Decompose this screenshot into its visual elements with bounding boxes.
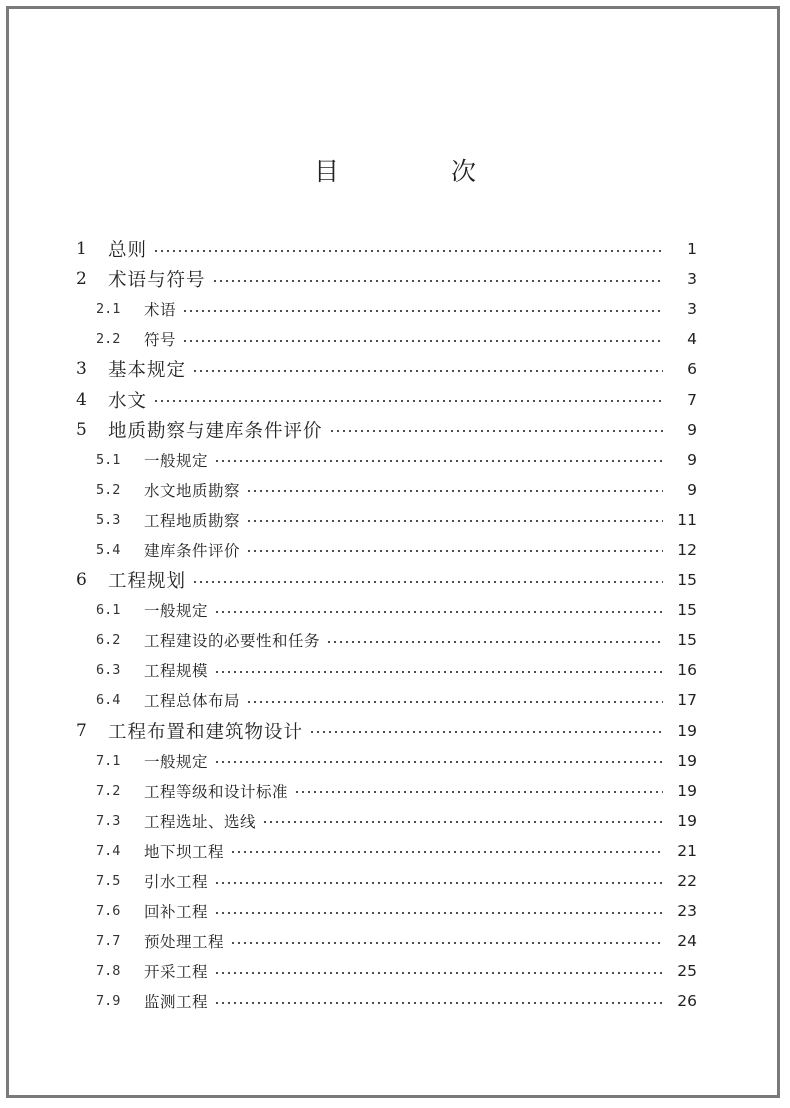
- entry-title: 回补工程: [144, 903, 209, 922]
- dot-leader: [329, 430, 663, 432]
- entry-page-number: 16: [677, 661, 697, 680]
- toc-section-entry[interactable]: [72, 475, 697, 505]
- entry-title: 预处理工程: [144, 933, 225, 952]
- toc-section-entry[interactable]: [72, 445, 697, 475]
- entry-page-number: 22: [677, 872, 697, 891]
- dot-leader: [182, 340, 663, 342]
- entry-title: 总则: [108, 240, 148, 262]
- entry-number: 1: [76, 239, 87, 260]
- entry-page-number: 9: [687, 420, 697, 439]
- toc-section-entry[interactable]: [72, 625, 697, 655]
- entry-page-number: 19: [677, 811, 697, 830]
- entry-page-number: 9: [687, 450, 697, 469]
- toc-chapter-entry[interactable]: [72, 354, 697, 384]
- entry-number: 6.4: [96, 692, 121, 709]
- dot-leader: [192, 370, 663, 372]
- toc-section-entry[interactable]: [72, 956, 697, 986]
- entry-page-number: 7: [687, 390, 697, 409]
- entry-page-number: 3: [687, 270, 697, 289]
- entry-number: 6: [76, 570, 87, 591]
- entry-number: 6.1: [96, 602, 121, 619]
- entry-number: 2.1: [96, 301, 121, 318]
- entry-page-number: 17: [677, 691, 697, 710]
- toc-section-entry[interactable]: [72, 655, 697, 685]
- toc-chapter-entry[interactable]: [72, 565, 697, 595]
- entry-title: 一般规定: [144, 451, 209, 470]
- entry-number: 7.4: [96, 842, 121, 859]
- entry-title: 工程规划: [108, 571, 187, 593]
- entry-number: 5.3: [96, 511, 121, 528]
- dot-leader: [214, 611, 663, 613]
- toc-section-entry[interactable]: [72, 595, 697, 625]
- entry-title: 基本规定: [108, 360, 187, 382]
- toc-section-entry[interactable]: [72, 986, 697, 1016]
- entry-number: 5.4: [96, 541, 121, 558]
- dot-leader: [153, 400, 663, 402]
- dot-leader: [214, 912, 663, 914]
- entry-number: 7.6: [96, 903, 121, 920]
- entry-number: 7: [76, 720, 87, 741]
- dot-leader: [214, 1002, 663, 1004]
- entry-title: 术语与符号: [108, 270, 206, 292]
- entry-title: 工程等级和设计标准: [144, 782, 289, 801]
- toc-section-entry[interactable]: [72, 294, 697, 324]
- toc-section-entry[interactable]: [72, 685, 697, 715]
- entry-title: 工程地质勘察: [144, 511, 241, 530]
- entry-page-number: 6: [687, 360, 697, 379]
- toc-section-entry[interactable]: [72, 324, 697, 354]
- dot-leader: [246, 490, 663, 492]
- entry-title: 水文地质勘察: [144, 481, 241, 500]
- entry-title: 监测工程: [144, 993, 209, 1012]
- dot-leader: [214, 671, 663, 673]
- entry-page-number: 19: [677, 721, 697, 740]
- entry-page-number: 12: [677, 540, 697, 559]
- dot-leader: [153, 250, 663, 252]
- dot-leader: [246, 520, 663, 522]
- toc-chapter-entry[interactable]: [72, 384, 697, 414]
- entry-title: 引水工程: [144, 873, 209, 892]
- toc-section-entry[interactable]: [72, 836, 697, 866]
- entry-title: 地质勘察与建库条件评价: [108, 420, 323, 442]
- entry-page-number: 9: [687, 480, 697, 499]
- entry-title: 工程建设的必要性和任务: [144, 632, 321, 651]
- toc-section-entry[interactable]: [72, 776, 697, 806]
- entry-number: 7.8: [96, 963, 121, 980]
- dot-leader: [309, 731, 663, 733]
- entry-page-number: 1: [687, 240, 697, 259]
- entry-page-number: 23: [677, 902, 697, 921]
- entry-page-number: 26: [677, 992, 697, 1011]
- entry-number: 4: [76, 389, 87, 410]
- entry-number: 7.5: [96, 873, 121, 890]
- dot-leader: [214, 460, 663, 462]
- dot-leader: [230, 942, 663, 944]
- toc-section-entry[interactable]: [72, 806, 697, 836]
- entry-page-number: 19: [677, 751, 697, 770]
- entry-title: 工程选址、选线: [144, 812, 257, 831]
- entry-page-number: 3: [687, 300, 697, 319]
- dot-leader: [246, 701, 663, 703]
- entry-title: 开采工程: [144, 963, 209, 982]
- dot-leader: [214, 882, 663, 884]
- entry-page-number: 15: [677, 601, 697, 620]
- entry-page-number: 4: [687, 330, 697, 349]
- dot-leader: [192, 581, 663, 583]
- entry-page-number: 11: [677, 510, 697, 529]
- toc-title: 目 次: [314, 157, 528, 186]
- entry-page-number: 19: [677, 781, 697, 800]
- entry-title: 一般规定: [144, 602, 209, 621]
- entry-page-number: 24: [677, 932, 697, 951]
- entry-number: 3: [76, 359, 87, 380]
- toc-chapter-entry[interactable]: [72, 415, 697, 445]
- entry-number: 7.2: [96, 782, 121, 799]
- dot-leader: [214, 761, 663, 763]
- dot-leader: [246, 550, 663, 552]
- entry-number: 6.3: [96, 662, 121, 679]
- entry-number: 2: [76, 269, 87, 290]
- toc-chapter-entry[interactable]: [72, 264, 697, 294]
- dot-leader: [262, 821, 663, 823]
- table-of-contents: [72, 234, 697, 1016]
- entry-title: 一般规定: [144, 752, 209, 771]
- entry-number: 2.2: [96, 331, 121, 348]
- entry-number: 7.3: [96, 812, 121, 829]
- entry-page-number: 15: [677, 571, 697, 590]
- entry-page-number: 21: [677, 841, 697, 860]
- entry-title: 建库条件评价: [144, 541, 241, 560]
- entry-title: 水文: [108, 390, 148, 412]
- entry-number: 5: [76, 419, 87, 440]
- entry-number: 5.2: [96, 481, 121, 498]
- entry-title: 工程布置和建筑物设计: [108, 721, 304, 743]
- entry-number: 7.9: [96, 993, 121, 1010]
- toc-section-entry[interactable]: [72, 866, 697, 896]
- toc-section-entry[interactable]: [72, 746, 697, 776]
- entry-title: 工程总体布局: [144, 692, 241, 711]
- toc-section-entry[interactable]: [72, 535, 697, 565]
- entry-page-number: 25: [677, 962, 697, 981]
- entry-title: 术语: [144, 301, 177, 320]
- toc-chapter-entry[interactable]: [72, 234, 697, 264]
- entry-page-number: 15: [677, 631, 697, 650]
- entry-number: 6.2: [96, 632, 121, 649]
- entry-number: 5.1: [96, 451, 121, 468]
- entry-title: 符号: [144, 331, 177, 350]
- toc-section-entry[interactable]: [72, 505, 697, 535]
- toc-section-entry[interactable]: [72, 896, 697, 926]
- dot-leader: [230, 851, 663, 853]
- dot-leader: [182, 310, 663, 312]
- entry-number: 7.1: [96, 752, 121, 769]
- dot-leader: [294, 791, 663, 793]
- entry-title: 地下坝工程: [144, 842, 225, 861]
- toc-chapter-entry[interactable]: [72, 716, 697, 746]
- dot-leader: [212, 280, 663, 282]
- entry-title: 工程规模: [144, 662, 209, 681]
- dot-leader: [214, 972, 663, 974]
- toc-section-entry[interactable]: [72, 926, 697, 956]
- entry-number: 7.7: [96, 933, 121, 950]
- dot-leader: [326, 641, 663, 643]
